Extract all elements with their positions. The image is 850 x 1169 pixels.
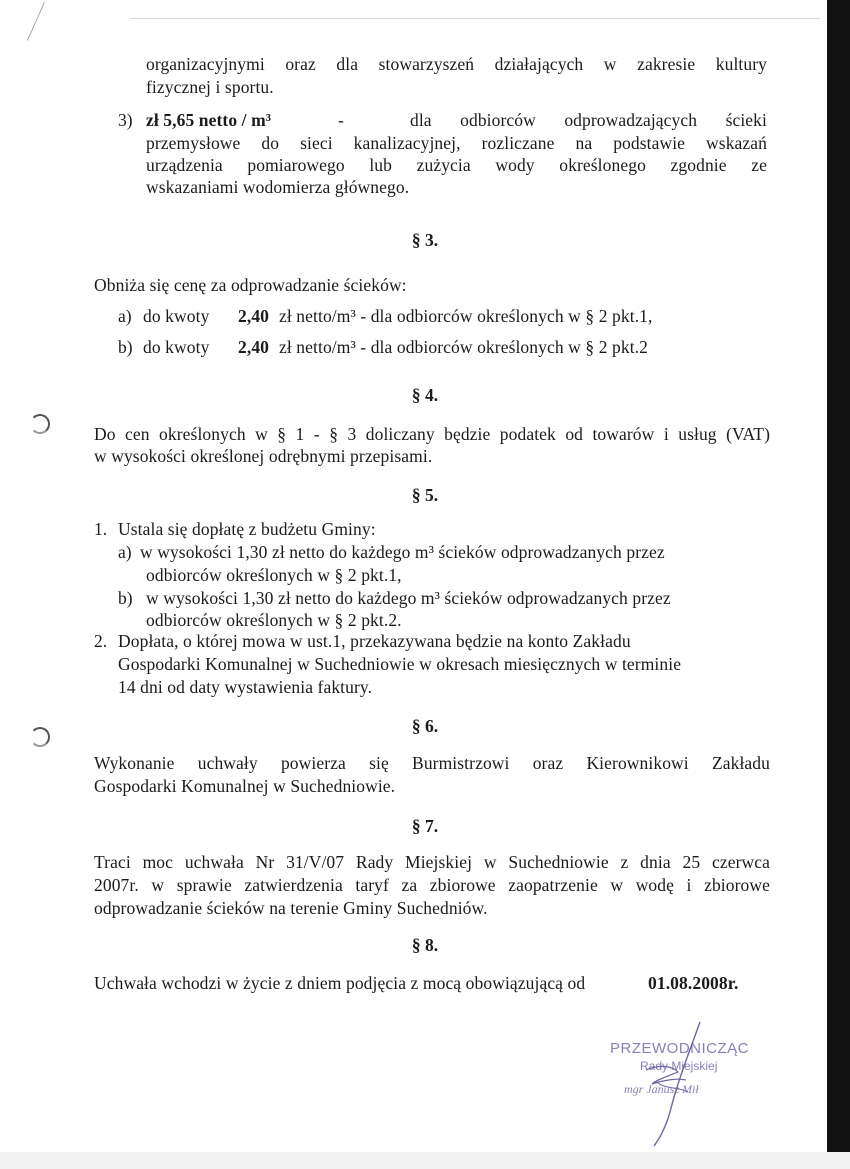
list-text: Gospodarki Komunalnej w Suchedniowie w okresach miesięcznych w terminie [118, 654, 682, 674]
list-text: zł netto/m³ - dla odbiorców określonych w § 2 pkt.1, [279, 306, 653, 326]
list-text: w wysokości 1,30 zł netto do każdego m³ ścieków odprowadzanych przez [140, 542, 665, 562]
list-text: Dopłata, o której mowa w ust.1, przekazywana będzie na konto Zakładu [118, 631, 631, 651]
list-number: 2. [94, 631, 108, 651]
list-label: a) [118, 306, 132, 326]
punch-hole-icon [30, 414, 50, 434]
list-text: zł netto/m³ - dla odbiorców określonych w § 2 pkt.2 [279, 337, 649, 357]
item-number: 3) [118, 110, 133, 130]
list-text: w wysokości 1,30 zł netto do każdego m³ ścieków odprowadzanych przez [146, 588, 671, 608]
list-text: Ustala się dopłatę z budżetu Gminy: [118, 519, 376, 539]
list-amount: 2,40 [238, 306, 270, 326]
section-text: 2007r. w sprawie zatwierdzenia taryf za zbiorowe zaopatrzenie w wodę i zbiorowe [94, 875, 770, 895]
signature-icon [560, 1020, 820, 1150]
scan-border-right [827, 0, 850, 1169]
list-label: b) [118, 588, 133, 608]
item-dash: - [338, 110, 344, 130]
section-text: Traci moc uchwała Nr 31/V/07 Rady Miejskiej w Suchedniowie z dnia 25 czerwca [94, 852, 770, 872]
section-text: odprowadzanie ścieków na terenie Gminy Suchedniów. [94, 898, 488, 918]
list-text: do kwoty [143, 306, 210, 326]
section-heading: § 7. [411, 816, 439, 836]
intro-line: organizacyjnymi oraz dla stowarzyszeń działających w zakresie kultury [146, 54, 767, 74]
list-label: b) [118, 337, 133, 357]
list-number: 1. [94, 519, 108, 539]
section-heading: § 8. [411, 935, 439, 955]
item-line: przemysłowe do sieci kanalizacyjnej, rozliczane na podstawie wskazań [146, 133, 767, 153]
section-text: Wykonanie uchwały powierza się Burmistrzowi oraz Kierownikowi Zakładu [94, 753, 770, 773]
section-heading: § 5. [411, 485, 439, 505]
stamp-name: mgr Janusz Mił [624, 1082, 699, 1096]
list-amount: 2,40 [238, 337, 270, 357]
list-text: 14 dni od daty wystawienia faktury. [118, 677, 373, 697]
scan-border-bottom [0, 1152, 850, 1169]
section-heading: § 3. [411, 230, 439, 250]
intro-line: fizycznej i sportu. [146, 77, 274, 97]
item-line: urządzenia pomiarowego lub zużycia wody określonego zgodnie ze [146, 155, 767, 175]
list-text: do kwoty [143, 337, 210, 357]
official-stamp [560, 1020, 820, 1150]
list-text: odbiorców określonych w § 2 pkt.1, [146, 565, 402, 585]
section-text: w wysokości określonej odrębnymi przepisami. [94, 446, 433, 466]
section-heading: § 6. [411, 716, 439, 736]
list-text: odbiorców określonych w § 2 pkt.2. [146, 610, 402, 630]
scan-artifact-corner [27, 2, 45, 41]
list-label: a) [118, 542, 132, 562]
section-text: Gospodarki Komunalnej w Suchedniowie. [94, 776, 396, 796]
section-heading: § 4. [411, 385, 439, 405]
section-intro: Obniża się cenę za odprowadzanie ścieków: [94, 275, 407, 295]
effective-date: 01.08.2008r. [648, 973, 739, 993]
stamp-subtitle: Rady Miejskiej [640, 1059, 718, 1073]
section-text: Uchwała wchodzi w życie z dniem podjęcia z mocą obowiązującą od [94, 973, 586, 993]
item-line: wskazaniami wodomierza głównego. [146, 177, 410, 197]
section-text: Do cen określonych w § 1 - § 3 doliczany będzie podatek od towarów i usług (VAT) [94, 424, 770, 444]
scan-artifact-line [130, 18, 820, 19]
stamp-title: PRZEWODNICZĄC [610, 1040, 749, 1057]
item-line: dla odbiorców odprowadzających ścieki [410, 110, 767, 130]
item-rate: zł 5,65 netto / m³ [146, 110, 272, 130]
